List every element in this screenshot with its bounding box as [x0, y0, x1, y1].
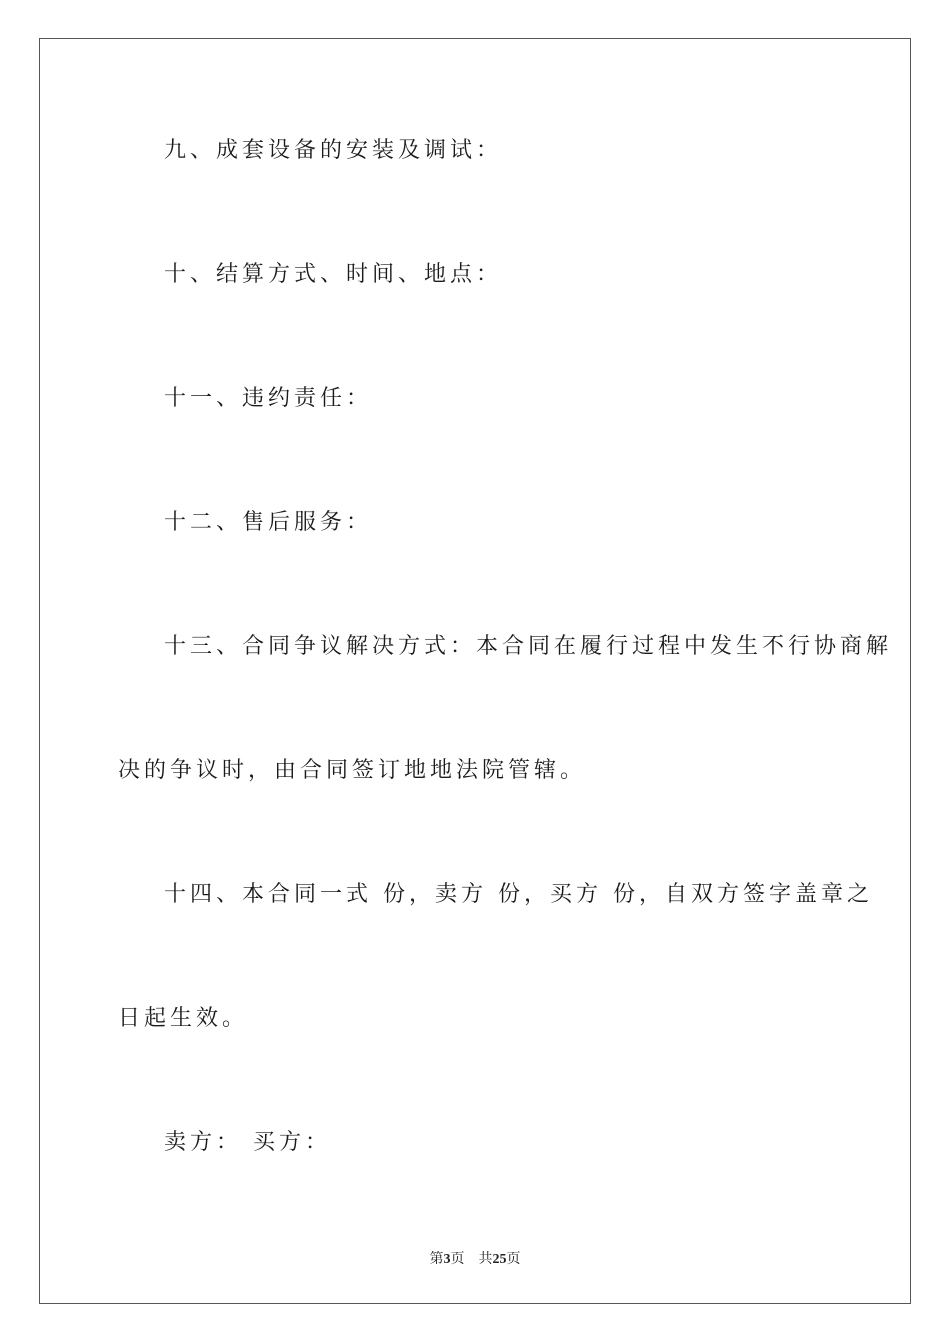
clause-9-installation: 九、成套设备的安装及调试：	[164, 138, 503, 163]
clause-11-liability: 十一、违约责任：	[164, 386, 373, 411]
clause-14-copies: 十四、本合同一式 份，卖方 份，买方 份，自双方签字盖章之	[164, 882, 873, 907]
clause-10-settlement: 十、结算方式、时间、地点：	[164, 262, 503, 287]
footer-page-suffix: 页	[450, 1252, 465, 1267]
footer-page-prefix: 第	[429, 1252, 444, 1267]
footer-total-pages: 25	[492, 1252, 507, 1267]
page-border	[39, 38, 911, 1304]
signature-parties: 卖方： 买方：	[164, 1130, 331, 1155]
footer-total-prefix: 共	[478, 1252, 493, 1267]
clause-13-dispute: 十三、合同争议解决方式：本合同在履行过程中发生不行协商解	[164, 634, 893, 659]
clause-13-dispute-continued: 决的争议时，由合同签订地地法院管辖。	[118, 758, 587, 783]
clause-12-after-sales: 十二、售后服务：	[164, 510, 373, 535]
page-footer	[0, 1248, 950, 1268]
footer-total-suffix: 页	[506, 1252, 521, 1267]
footer-page-number: 3	[443, 1252, 451, 1267]
clause-14-copies-continued: 日起生效。	[118, 1006, 249, 1031]
